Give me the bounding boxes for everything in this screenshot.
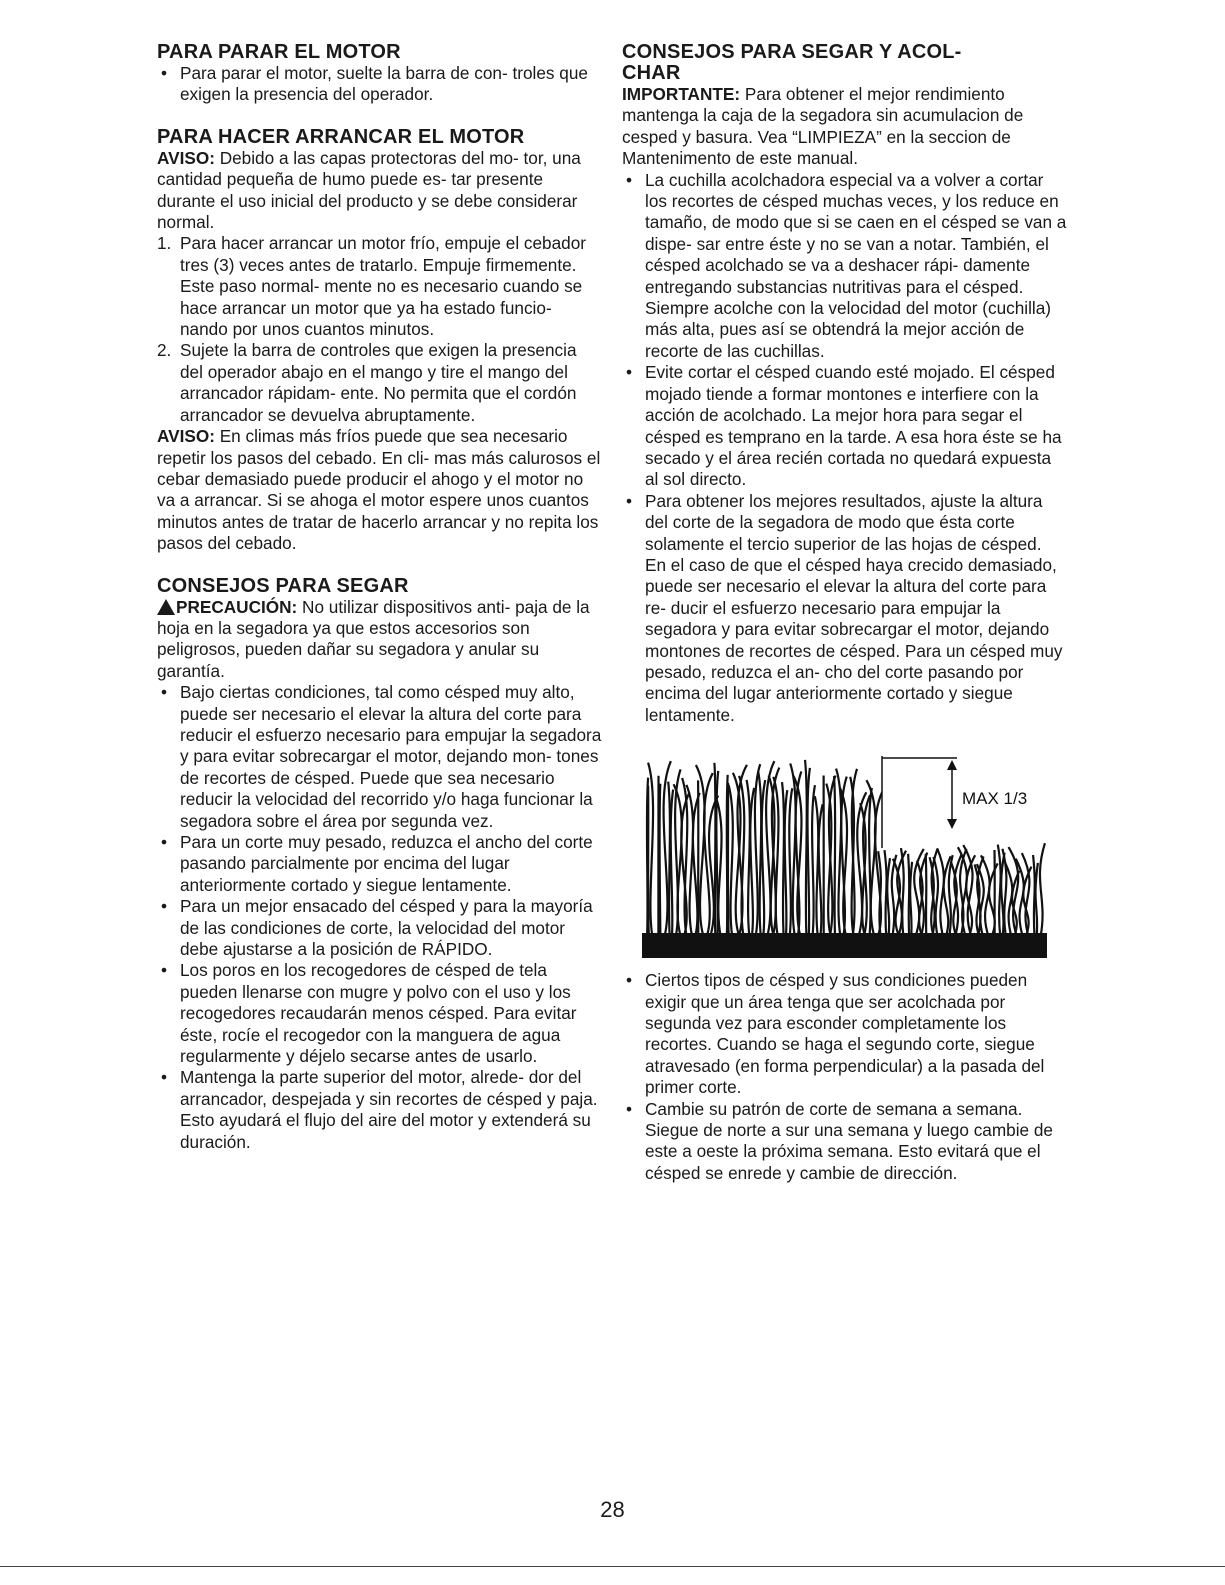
grass-blade — [704, 773, 713, 938]
grass-blade — [1036, 863, 1038, 938]
warning-icon — [157, 599, 175, 615]
grass-blade — [805, 760, 807, 938]
grass-blade — [733, 773, 741, 938]
list-item: • Los poros en los recogedores de césped de tela pueden llenarse con mugre y polvo con el uso y los recogedores recaudarán menos césped. Para evitar éste, rocíe el recogedor con la manguera de agua regularmente y déjelo secarse antes de usarlo. — [161, 960, 577, 1067]
list-item: • Para obtener los mejores resultados, ajuste la altura del corte de la segadora de modo que ésta corte solamente el tercio superior de las hojas de césped. En el caso de que el césped haya crecido demasiado, puede ser necesario el elevar la altura del corte para re- ducir el esfuerzo necesario para empujar la segadora y para evitar sobrecargar el motor, dejando montones de recortes de césped. Para un césped muy pesado, reduzca el an- cho del corte pasando por encima del lugar anteriormente cortado y siegue lentamente. — [626, 490, 1063, 725]
grass-blade — [834, 776, 835, 938]
grass-blade — [762, 780, 765, 938]
grass-blade — [910, 862, 912, 938]
precaucion-paragraph: PRECAUCIÓN: No utilizar dispositivos anti- paja de la hoja en la segadora ya que estos accesorios son peligrosos, pueden dañar su segadora y anular su garantía. — [157, 596, 590, 681]
bullet-list-consejos — [157, 682, 602, 1153]
grass-blade — [908, 854, 909, 938]
grass-blade — [668, 782, 670, 938]
aviso-paragraph: AVISO: Debido a las capas protectoras del mo- tor, una cantidad pequeña de humo puede es- tar presente durante el uso inicial del producto y se debe considerar normal. — [157, 147, 581, 233]
grass-blade — [1040, 843, 1045, 938]
list-item: 2. Sujete la barra de controles que exigen la presencia del operador abajo en el mango y tire el mango del arrancador rápidam- ente. No permita que el cordón arrancador se devuelva abruptamente. — [157, 340, 577, 425]
left-column — [157, 42, 602, 1153]
precaucion-label: PRECAUCIÓN: — [176, 596, 298, 617]
grass-illustration — [642, 748, 1047, 958]
aviso-label: AVISO: — [157, 426, 215, 447]
bullet-list-acolchar — [622, 170, 1067, 727]
list-item: 1. Para hacer arrancar un motor frío, empuje el cebador tres (3) veces antes de tratarlo. Empuje firmemente. Este paso normal- mente no es necesario cuando se hace arrancar un motor que ya ha estado funcio- nando por unos cuantos minutos. — [157, 233, 587, 340]
grass-blade — [747, 780, 750, 938]
list-item: • Evite cortar el césped cuando esté mojado. El césped mojado tiende a formar montones e interfiere con la acción de acolchado. La mejor hora para segar el césped es temprano en la tarde. A esa hora éste se ha secado y el área recién cortada no quedará expuesta al sol directo. — [626, 362, 1062, 490]
grass-blade — [878, 851, 881, 938]
grass-blade — [998, 845, 1001, 938]
max-label: MAX 1/3 — [962, 789, 1028, 809]
grass-blade — [884, 850, 886, 938]
section-title-parar-motor: PARA PARAR EL MOTOR — [157, 41, 401, 63]
grass-blade — [989, 864, 998, 939]
list-item: • Para parar el motor, suelte la barra de con- troles que exigen la presencia del operador. — [161, 63, 588, 105]
list-item: • Ciertos tipos de césped y sus condiciones pueden exigir que un área tenga que ser acolchada por segunda vez para esconder completamente los recortes. Cuando se haga el segundo corte, siegue atravesado (en forma perpendicular) a la pasada del primer corte. — [626, 970, 1045, 1098]
section-title-arrancar-motor: PARA HACER ARRANCAR EL MOTOR — [157, 125, 525, 148]
list-item: • Para un mejor ensacado del césped y para la mayoría de las condiciones de corte, la velocidad del motor debe ajustarse a la posición de RÁPIDO. — [161, 896, 593, 960]
section-title-segar-acolchar: CONSEJOS PARA SEGAR Y ACOL- CHAR — [622, 41, 962, 84]
bullet-marker: • — [161, 63, 168, 83]
grass-blade — [808, 768, 810, 938]
grass-blade — [750, 788, 754, 938]
list-item: • La cuchilla acolchadora especial va a volver a cortar los recortes de césped muchas veces, y los reduce en tamaño, de modo que si se caen en el césped se van a dispe- sar entre éste y no se van a notar. También, el césped acolchado se va a deshacer rápi- damente entregando substancias nutritivas para el césped. Siempre acolche con la velocidad del motor (cuchilla) más alta, pues así se obtendrá la mejor acción de recorte de las cuchillas. — [626, 169, 1067, 361]
importante-label: IMPORTANTE: — [622, 84, 741, 104]
list-item: • Mantenga la parte superior del motor, alrede- dor del arrancador, despejada y sin recortes de césped y paja. Esto ayudará el flujo del aire del motor y extenderá su duración. — [161, 1067, 598, 1152]
grass-blade — [671, 790, 673, 938]
grass-blade — [812, 785, 815, 938]
grass-blade — [758, 772, 761, 938]
grass-blade — [887, 858, 890, 938]
grass-blade — [836, 769, 841, 938]
grass-blade — [789, 789, 792, 939]
grass-blade — [785, 790, 788, 938]
bullet-list-parar — [157, 63, 602, 106]
aviso-paragraph-2: AVISO: En climas más fríos puede que sea necesario repetir los pasos del cebado. En cli- mas más calurosos el cebar demasiado puede producir el ahogo y el motor no va a arrancar. Si se ahoga el motor espere unos cuantos minutos antes de tratar de hacerlo arrancar y no repita los pasos del cebado. — [157, 426, 601, 554]
grass-blade — [1033, 855, 1035, 938]
list-item: • Bajo ciertas condiciones, tal como césped muy alto, puede ser necesario el elevar la altura del corte para reducir el esfuerzo necesario para empujar la segadora y para evitar sobrecargar el motor, dejando mon- tones de recortes de césped. Puede que sea necesario reducir la velocidad del recorrido y/o haga funcionar la segadora sobre el área por segunda vez. — [161, 682, 602, 831]
importante-paragraph: IMPORTANTE: Para obtener el mejor rendimiento mantenga la caja de la segadora sin acumulacion de cesped y basura. Vea “LIMPIEZA” en la seccion de Mantenimento de este manual. — [622, 84, 1024, 169]
aviso-label: AVISO: — [157, 147, 215, 168]
bullet-list-acolchar-2 — [622, 970, 1067, 1184]
list-item: • Cambie su patrón de corte de semana a semana. Siegue de norte a sur una semana y luego cambie de este a oeste la próxima semana. Esto evitará que el césped se enrede y cambie de dirección. — [626, 1098, 1053, 1183]
grass-blade — [648, 786, 649, 938]
grass-blade — [714, 763, 715, 938]
grass-blade — [819, 804, 823, 938]
right-column — [622, 42, 1067, 1184]
section-title-consejos-segar: CONSEJOS PARA SEGAR — [157, 574, 409, 597]
numbered-steps — [157, 233, 602, 426]
grass-cut-height-figure — [642, 748, 1047, 958]
grass-blade — [926, 854, 927, 938]
grass-blade — [660, 784, 661, 938]
grass-blade — [782, 782, 784, 938]
list-item: • Para un corte muy pesado, reduzca el ancho del corte pasando parcialmente por encima del lugar anteriormente cortado y siegue lentamente. — [161, 832, 593, 895]
grass-blade — [728, 783, 729, 938]
page-number: 28 — [600, 1497, 625, 1522]
grass-blade — [815, 796, 818, 938]
bottom-rule — [0, 1566, 1225, 1567]
